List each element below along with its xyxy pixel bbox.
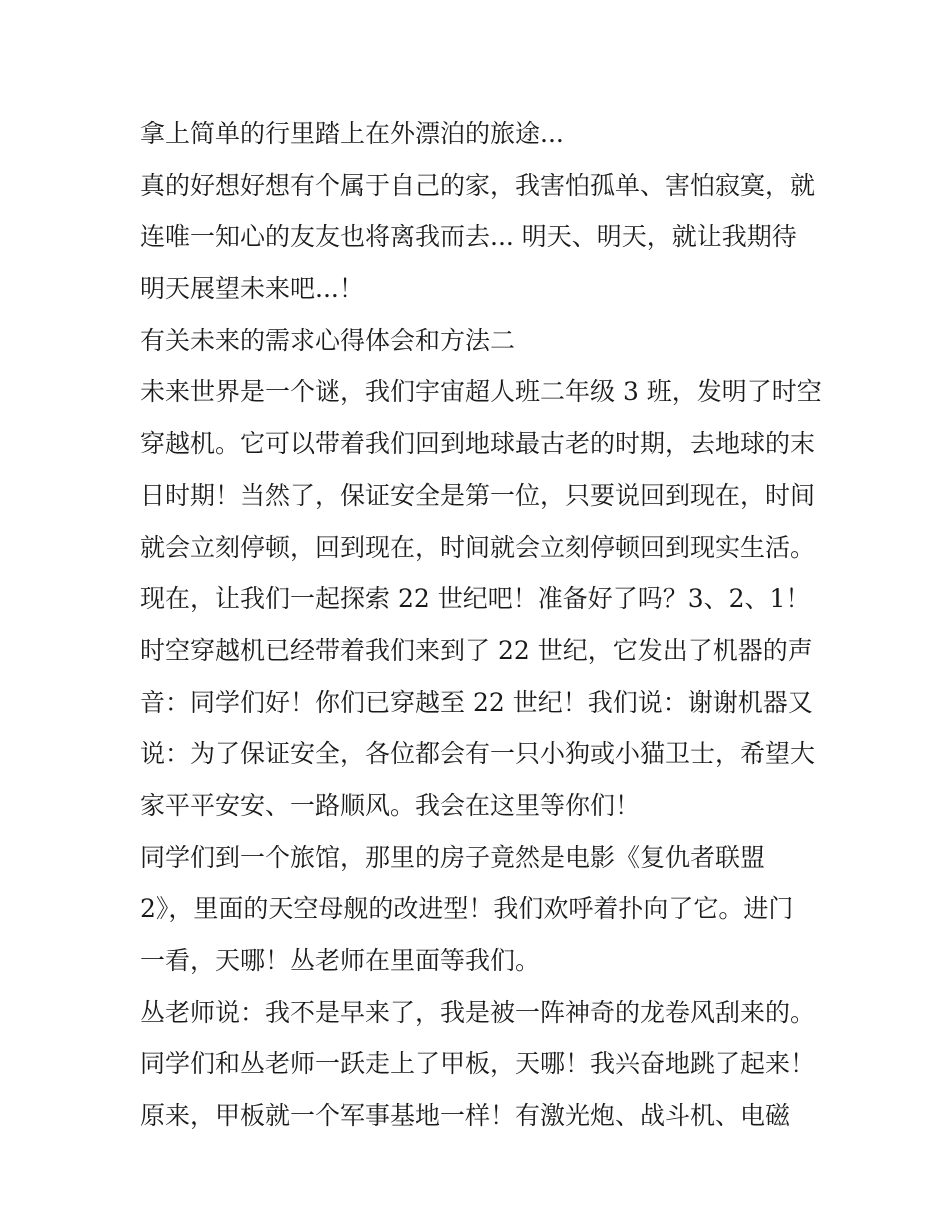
text-line: 时空穿越机已经带着我们来到了 22 世纪，它发出了机器的声 bbox=[140, 635, 813, 665]
text-line: 现在，让我们一起探索 22 世纪吧！准备好了吗？3、2、1！ bbox=[140, 584, 811, 614]
text-line: 明天展望未来吧...！ bbox=[140, 274, 364, 304]
section-heading: 有关未来的需求心得体会和方法二 bbox=[140, 325, 516, 355]
text-line: 说：为了保证安全，各位都会有一只小狗或小猫卫士，希望大 bbox=[140, 739, 816, 769]
text-line: 真的好想好想有个属于自己的家，我害怕孤单、害怕寂寞，就 bbox=[140, 170, 816, 200]
text-line: 未来世界是一个谜，我们宇宙超人班二年级 3 班，发明了时空 bbox=[140, 377, 822, 407]
text-line: 同学们和丛老师一跃走上了甲板，天哪！我兴奋地跳了起来！ bbox=[140, 1049, 816, 1079]
text-line: 原来，甲板就一个军事基地一样！有激光炮、战斗机、电磁 bbox=[140, 1101, 791, 1131]
text-line: 音：同学们好！你们已穿越至 22 世纪！我们说：谢谢机器又 bbox=[140, 687, 813, 717]
text-line: 丛老师说：我不是早来了，我是被一阵神奇的龙卷风刮来的。 bbox=[140, 997, 816, 1027]
text-line: 一看，天哪！丛老师在里面等我们。 bbox=[140, 946, 541, 975]
document-body bbox=[140, 108, 830, 1142]
text-line: 2》，里面的天空母舰的改进型！我们欢呼着扑向了它。进门 bbox=[140, 894, 794, 924]
text-line: 穿越机。它可以带着我们回到地球最古老的时期，去地球的末 bbox=[140, 429, 816, 459]
text-line: 连唯一知心的友友也将离我而去... 明天、明天，就让我期待 bbox=[140, 222, 797, 252]
text-line: 日时期！当然了，保证安全是第一位，只要说回到现在，时间 bbox=[140, 480, 816, 510]
text-line: 拿上简单的行里踏上在外漂泊的旅途... bbox=[140, 119, 564, 148]
text-line: 就会立刻停顿，回到现在，时间就会立刻停顿回到现实生活。 bbox=[140, 532, 816, 562]
text-line: 家平平安安、一路顺风。我会在这里等你们！ bbox=[140, 790, 641, 820]
text-line: 同学们到一个旅馆，那里的房子竟然是电影《复仇者联盟 bbox=[140, 842, 766, 872]
